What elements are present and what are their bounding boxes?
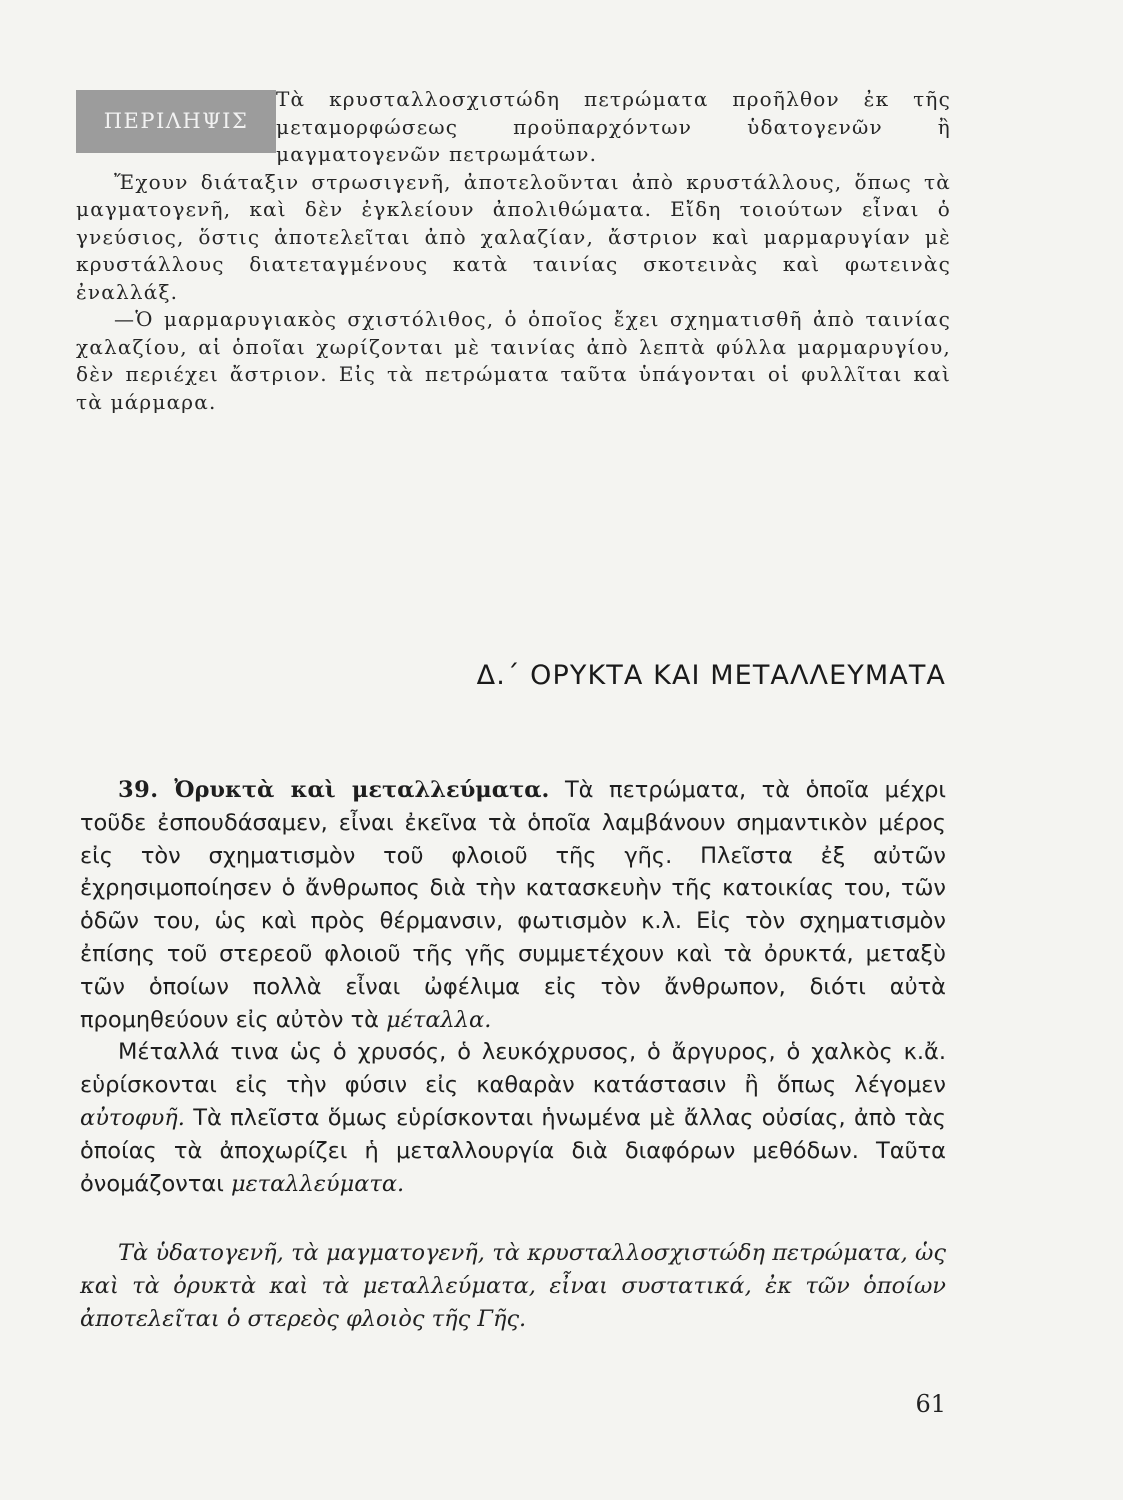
paragraph-39-body: Τὰ πετρώματα, τὰ ὁποῖα μέχρι τοῦδε ἐσπουδάσαμεν, εἶναι ἐκεῖνα τὰ ὁποῖα λαμβάνουν σημαντικὸν μέρος εἰς τὸν σχηματισμὸν τοῦ φλοιοῦ τῆς γῆς. Πλεῖστα ἐξ αὐτῶν ἐχρησιμοποίησεν ὁ ἄνθρωπος διὰ τὴν κατασκευὴν τῆς κατοικίας του, τῶν ὁδῶν του, ὡς καὶ πρὸς θέρμανσιν, φωτισμὸν κ.λ. Εἰς τὸν σχηματισμὸν ἐπίσης τοῦ στερεοῦ φλοιοῦ τῆς γῆς συμμετέχουν καὶ τὰ ὀρυκτά, μεταξὺ τῶν ὁποίων πολλὰ εἶναι ὠφέλιμα εἰς τὸν ἄνθρωπον, διότι αὐτὰ προμηθεύουν εἰς αὐτὸν τὰ [80, 777, 947, 1033]
summary-paragraph-2: —Ὁ μαρμαρυγιακὸς σχιστόλιθος, ὁ ὁποῖος ἔχει σχηματισθῆ ἀπὸ ταινίας χαλαζίου, αἱ ὁποῖαι χωρίζονται μὲ ταινίας ἀπὸ λεπτὰ φύλλα μαρμαρυγίου, δὲν περιέχει ἄστριον. Εἰς τὰ πετρώματα ταῦτα ὑπάγονται οἱ φυλλῖται καὶ τὰ μάρμαρα. [76, 307, 951, 414]
summary-header [76, 86, 951, 169]
term-metalla: μέταλλα. [386, 1006, 492, 1033]
summary-intro: Τὰ κρυσταλλοσχιστώδη πετρώματα προῆλθον ἐκ τῆς μεταμορφώσεως προϋπαρχόντων ὑδατογενῶν ἢ μαγματογενῶν πετρωμάτων. [276, 87, 951, 166]
summary-block [76, 86, 951, 416]
paragraph-title: Ὀρυκτὰ καὶ μεταλλεύματα. [174, 777, 550, 803]
paragraph-metals-body: Μέταλλά τινα ὡς ὁ χρυσός, ὁ λευκόχρυσος, ὁ ἄργυρος, ὁ χαλκὸς κ.ἄ. εὑρίσκονται εἰς τὴν φύσιν εἰς καθαρὰν κατάστασιν ἢ ὅπως λέγομεν [80, 1039, 946, 1099]
paragraph-39 [80, 774, 946, 1036]
closing-paragraph: Τὰ ὑδατογενῆ, τὰ μαγματογενῆ, τὰ κρυσταλλοσχιστώδη πετρώματα, ὡς καὶ τὰ ὀρυκτὰ καὶ τὰ μεταλλεύματα, εἶναι συστατικά, ἐκ τῶν ὁποίων ἀποτελεῖται ὁ στερεὸς φλοιὸς τῆς Γῆς. [80, 1240, 946, 1332]
paragraph-number: 39. [118, 777, 159, 803]
summary-paragraph-1: Ἔχουν διάταξιν στρωσιγενῆ, ἀποτελοῦνται ἀπὸ κρυστάλλους, ὅπως τὰ μαγματογενῆ, καὶ δὲν ἐγκλείουν ἀπολιθώματα. Εἴδη τοιούτων εἶναι ὁ γνεύσιος, ὅστις ἀποτελεῖται ἀπὸ χαλαζίαν, ἄστριον καὶ μαρμαρυγίαν μὲ κρυστάλλους διατεταγμένους κατὰ ταινίας σκοτεινὰς καὶ φωτεινὰς ἐναλλάξ. [76, 169, 951, 304]
summary-badge: ΠΕΡΙΛΗΨΙΣ [76, 90, 276, 153]
paragraph-metals [80, 1036, 946, 1200]
paragraph-metals-body-2: Τὰ πλεῖστα ὅμως εὑρίσκονται ἡνωμένα μὲ ἄλλας οὐσίας, ἀπὸ τὰς ὁποίας τὰ ἀποχωρίζει ἡ μεταλλουργία διὰ διαφόρων μεθόδων. Ταῦτα ὀνομάζονται [80, 1104, 946, 1197]
main-text [80, 774, 946, 1200]
term-autofyi: αὐτοφυῆ. [80, 1104, 185, 1131]
section-heading: Δ.΄ ΟΡΥΚΤΑ ΚΑΙ ΜΕΤΑΛΛΕΥΜΑΤΑ [476, 660, 946, 691]
page-number: 61 [915, 1390, 946, 1418]
term-metalleumata: μεταλλεύματα. [230, 1170, 405, 1197]
